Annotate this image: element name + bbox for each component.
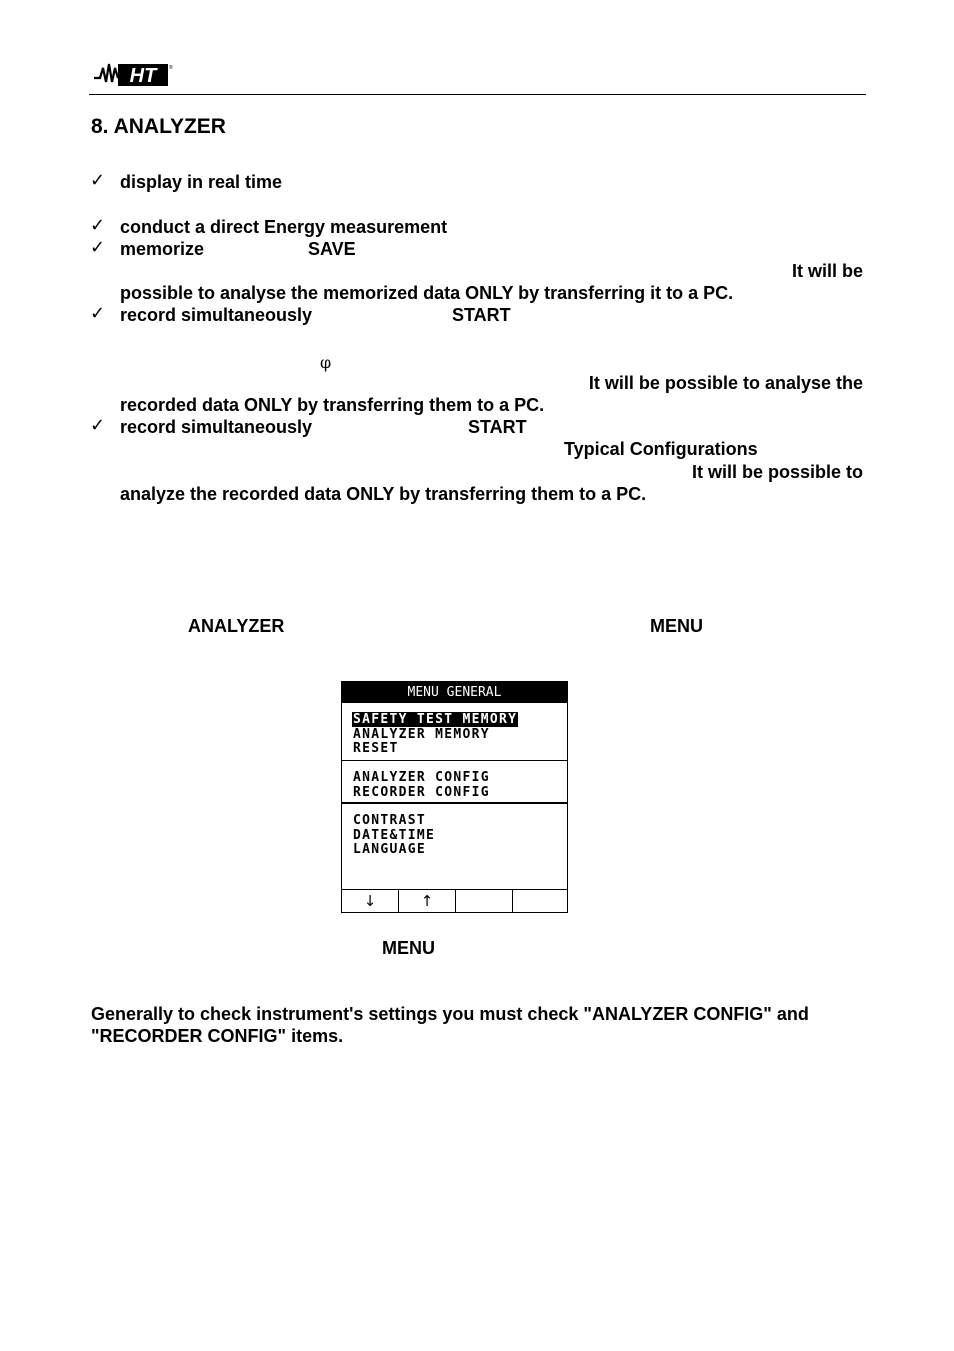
ht-logo-graphic xyxy=(92,60,172,88)
check-icon: ✓ xyxy=(90,237,106,258)
ht-logo xyxy=(92,60,172,88)
menu-item-analyzer-memory[interactable]: ANALYZER MEMORY xyxy=(353,727,490,742)
menu-item-recorder-config[interactable]: RECORDER CONFIG xyxy=(353,785,490,800)
svg-text:®: ® xyxy=(169,65,173,71)
screen-title: MENU GENERAL xyxy=(342,682,567,703)
bullet-display-text: display in real time xyxy=(120,172,283,192)
bullet-energy-text: conduct a direct Energy measurement xyxy=(120,217,448,237)
settings-note-line1: Generally to check instrument's settings you must check "ANALYZER CONFIG" and xyxy=(91,1004,809,1024)
bullet-memorize-line2: possible to analyse the memorized data ONLY by transferring it to a PC. xyxy=(120,283,734,303)
bullet-memorize-text: memorize xyxy=(120,239,205,259)
menu-item-reset[interactable]: RESET xyxy=(353,741,399,756)
menu-general-screen xyxy=(341,681,568,913)
check-icon: ✓ xyxy=(90,303,106,324)
softkey-3[interactable] xyxy=(455,890,512,912)
phi-symbol: φ xyxy=(320,353,332,372)
start-key-label: START xyxy=(468,417,527,437)
bullet-record2-tail: It will be possible to xyxy=(691,462,863,482)
menu-item-date-time[interactable]: DATE&TIME xyxy=(353,828,436,843)
settings-note-line2: "RECORDER CONFIG" items. xyxy=(91,1026,344,1046)
menu-item-language[interactable]: LANGUAGE xyxy=(353,842,427,857)
bullet-record2-text: record simultaneously xyxy=(120,417,313,437)
bullet-record2-line2: analyze the recorded data ONLY by transferring them to a PC. xyxy=(120,484,647,504)
down-arrow-icon[interactable]: ↓ xyxy=(363,892,377,910)
menu-item-analyzer-config[interactable]: ANALYZER CONFIG xyxy=(353,770,490,785)
menu-item-contrast[interactable]: CONTRAST xyxy=(353,813,427,828)
bullet-record-text: record simultaneously xyxy=(120,305,313,325)
header-rule xyxy=(89,94,866,95)
section-title: 8. ANALYZER xyxy=(91,115,226,138)
analyzer-key-label: ANALYZER xyxy=(188,616,285,636)
check-icon: ✓ xyxy=(90,170,106,191)
check-icon: ✓ xyxy=(90,415,106,436)
menu-key-label: MENU xyxy=(650,616,703,636)
menu-caption: MENU xyxy=(382,938,435,958)
menu-item-safety-test-memory[interactable]: SAFETY TEST MEMORY xyxy=(353,712,518,727)
softkey-4[interactable] xyxy=(512,890,567,912)
check-icon: ✓ xyxy=(90,215,106,236)
bullet-memorize-tail: It will be xyxy=(791,261,863,281)
bullet-record-tail: It will be possible to analyse the xyxy=(588,373,863,393)
save-key-label: SAVE xyxy=(308,239,356,259)
start-key-label: START xyxy=(452,305,511,325)
menu-divider xyxy=(342,760,567,761)
logo-text: HT xyxy=(129,65,157,87)
menu-divider xyxy=(342,802,567,804)
bullet-record-line2: recorded data ONLY by transferring them to a PC. xyxy=(120,395,545,415)
typical-configurations-label: Typical Configurations xyxy=(564,439,758,459)
up-arrow-icon[interactable]: ↑ xyxy=(398,890,455,912)
